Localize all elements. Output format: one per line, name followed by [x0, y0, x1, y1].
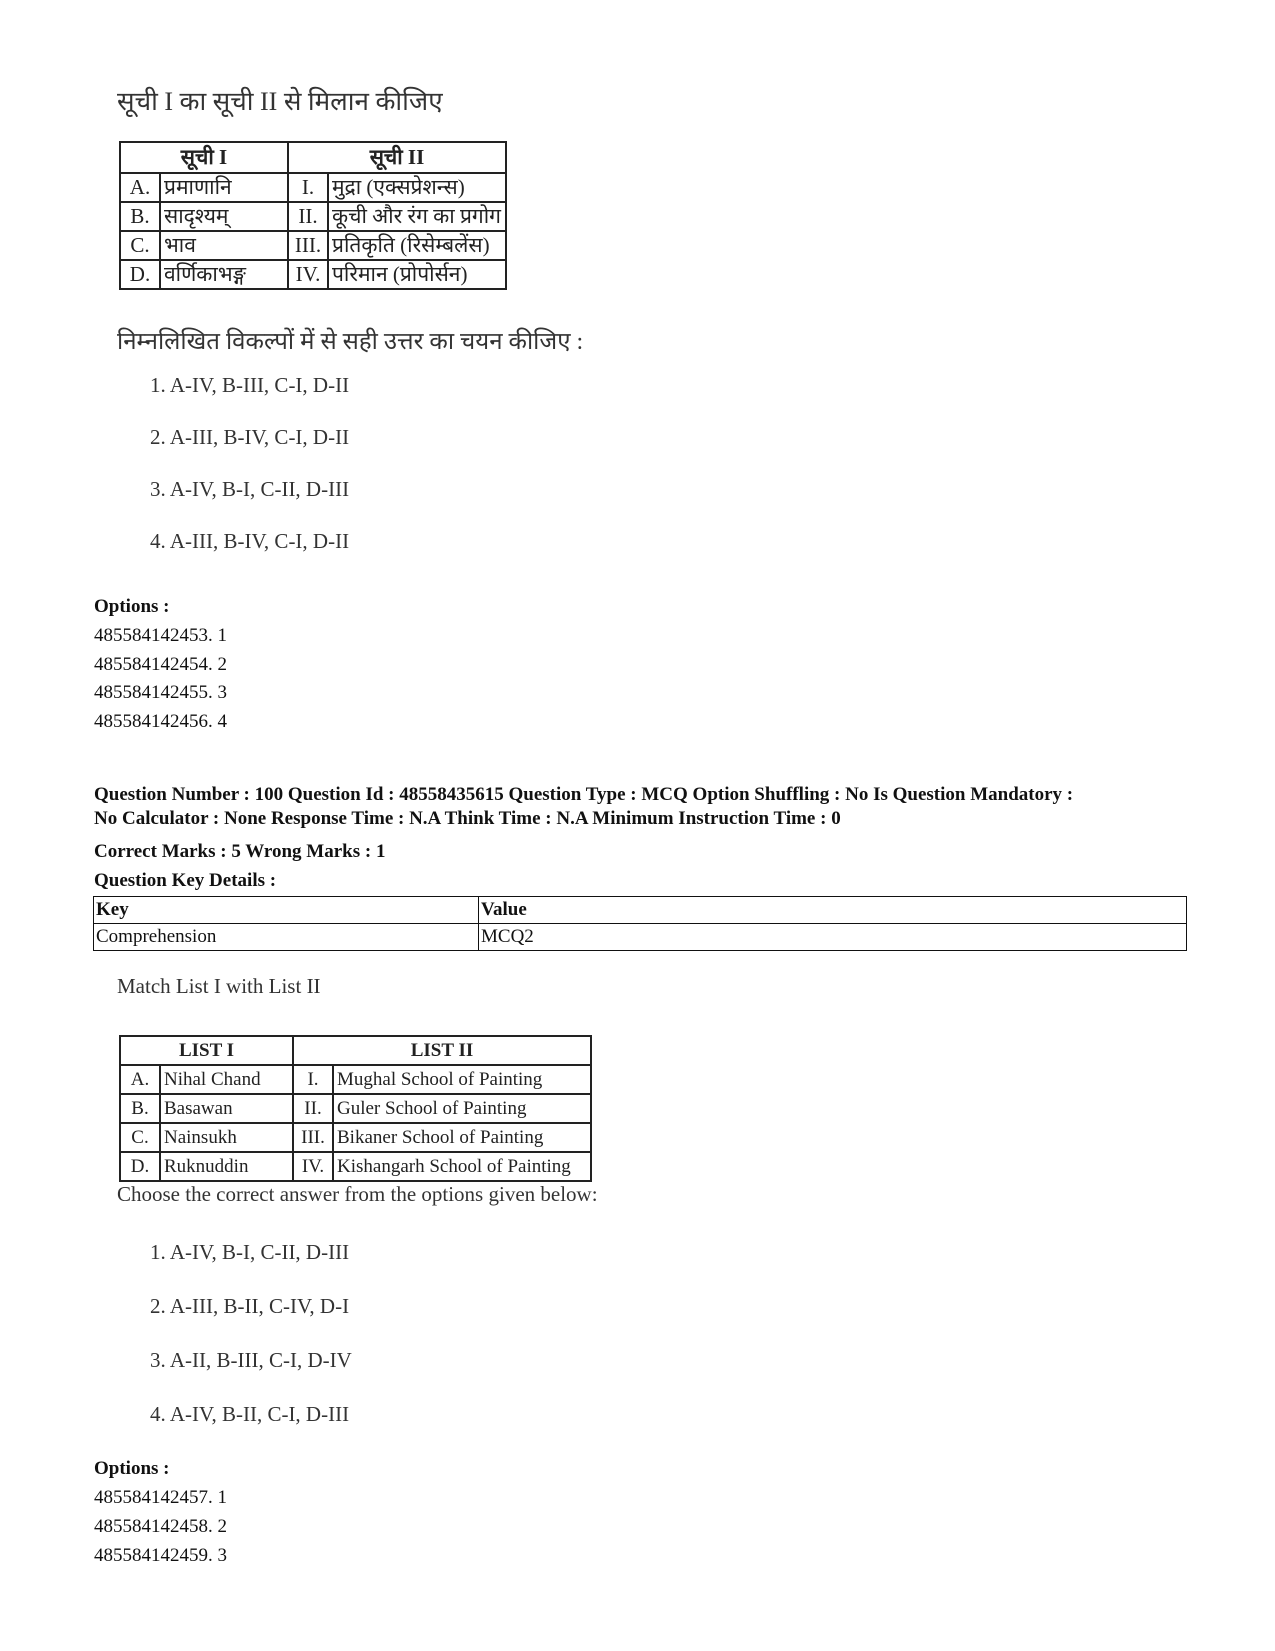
option-id: 485584142454. 2 — [94, 654, 227, 675]
table-row — [94, 924, 1187, 951]
row-value: Nainsukh — [160, 1123, 293, 1152]
table-header-row — [120, 142, 506, 173]
row-key: IV. — [293, 1152, 333, 1181]
option-id: 485584142455. 3 — [94, 682, 227, 703]
choice-item: 1. A-IV, B-III, C-I, D-II — [150, 373, 350, 397]
row-key: II. — [293, 1094, 333, 1123]
table-row — [94, 897, 1187, 924]
choice-item: 1. A-IV, B-I, C-II, D-III — [150, 1240, 350, 1264]
row-key: B. — [120, 1094, 160, 1123]
choice-item: 2. A-III, B-II, C-IV, D-I — [150, 1294, 350, 1318]
table-row — [120, 260, 506, 289]
table-header-row — [120, 1036, 591, 1065]
row-value: परिमान (प्रोपोर्सन) — [328, 260, 506, 289]
row-key: C. — [120, 231, 160, 260]
row-value: Bikaner School of Painting — [333, 1123, 591, 1152]
row-key: III. — [288, 231, 328, 260]
row-value: Ruknuddin — [160, 1152, 293, 1181]
row-value: कूची और रंग का प्रगोग — [328, 202, 506, 231]
row-value: प्रमाणानि — [160, 173, 288, 202]
question-meta-line: No Calculator : None Response Time : N.A Think Time : N.A Minimum Instruction Time : 0 — [94, 808, 841, 829]
table-row — [120, 1065, 591, 1094]
option-id: 485584142458. 2 — [94, 1516, 227, 1537]
options-label: Options : — [94, 1458, 170, 1479]
choice-item: 2. A-III, B-IV, C-I, D-II — [150, 425, 350, 449]
row-key: IV. — [288, 260, 328, 289]
key-cell: Comprehension — [94, 924, 479, 951]
list-1-header: सूची I — [120, 142, 288, 173]
option-id: 485584142453. 1 — [94, 625, 227, 646]
row-key: A. — [120, 173, 160, 202]
choice-item: 4. A-III, B-IV, C-I, D-II — [150, 529, 350, 553]
row-value: Nihal Chand — [160, 1065, 293, 1094]
row-key: II. — [288, 202, 328, 231]
question-100-prompt: Choose the correct answer from the options given below: — [117, 1182, 598, 1206]
row-value: प्रतिकृति (रिसेम्बलेंस) — [328, 231, 506, 260]
row-key: C. — [120, 1123, 160, 1152]
question-100-title: Match List I with List II — [117, 974, 321, 998]
row-value: Basawan — [160, 1094, 293, 1123]
choice-item: 3. A-IV, B-I, C-II, D-III — [150, 477, 350, 501]
option-id: 485584142459. 3 — [94, 1545, 227, 1566]
row-key: D. — [120, 1152, 160, 1181]
row-value: Guler School of Painting — [333, 1094, 591, 1123]
choice-item: 4. A-IV, B-II, C-I, D-III — [150, 1402, 350, 1426]
marks-line: Correct Marks : 5 Wrong Marks : 1 — [94, 841, 386, 862]
list-1-header: LIST I — [120, 1036, 293, 1065]
row-key: A. — [120, 1065, 160, 1094]
list-2-header: सूची II — [288, 142, 506, 173]
table-row — [120, 202, 506, 231]
row-value: भाव — [160, 231, 288, 260]
question-99-prompt: निम्नलिखित विकल्पों में से सही उत्तर का चयन कीजिए : — [117, 329, 584, 355]
row-value: वर्णिकाभङ्ग — [160, 260, 288, 289]
value-header: Value — [479, 897, 1187, 924]
row-value: Kishangarh School of Painting — [333, 1152, 591, 1181]
list-2-header: LIST II — [293, 1036, 591, 1065]
row-key: I. — [288, 173, 328, 202]
row-value: Mughal School of Painting — [333, 1065, 591, 1094]
question-meta-line: Question Number : 100 Question Id : 48558435615 Question Type : MCQ Option Shuffling : No Is Question Mandatory : — [94, 784, 1074, 805]
option-id: 485584142457. 1 — [94, 1487, 227, 1508]
key-details-label: Question Key Details : — [94, 870, 277, 891]
row-value: सादृश्यम् — [160, 202, 288, 231]
key-details-table — [93, 896, 1187, 951]
row-key: III. — [293, 1123, 333, 1152]
table-row — [120, 1094, 591, 1123]
row-key: B. — [120, 202, 160, 231]
match-table-english — [119, 1035, 592, 1182]
question-99-title: सूची I का सूची II से मिलान कीजिए — [117, 87, 443, 116]
row-key: D. — [120, 260, 160, 289]
table-row — [120, 1123, 591, 1152]
key-header: Key — [94, 897, 479, 924]
match-table-hindi — [119, 141, 507, 290]
table-row — [120, 231, 506, 260]
question-meta — [94, 783, 1204, 831]
option-id: 485584142456. 4 — [94, 711, 227, 732]
table-row — [120, 1152, 591, 1181]
options-label: Options : — [94, 596, 170, 617]
choice-item: 3. A-II, B-III, C-I, D-IV — [150, 1348, 352, 1372]
value-cell: MCQ2 — [479, 924, 1187, 951]
row-value: मुद्रा (एक्सप्रेशन्स) — [328, 173, 506, 202]
table-row — [120, 173, 506, 202]
row-key: I. — [293, 1065, 333, 1094]
